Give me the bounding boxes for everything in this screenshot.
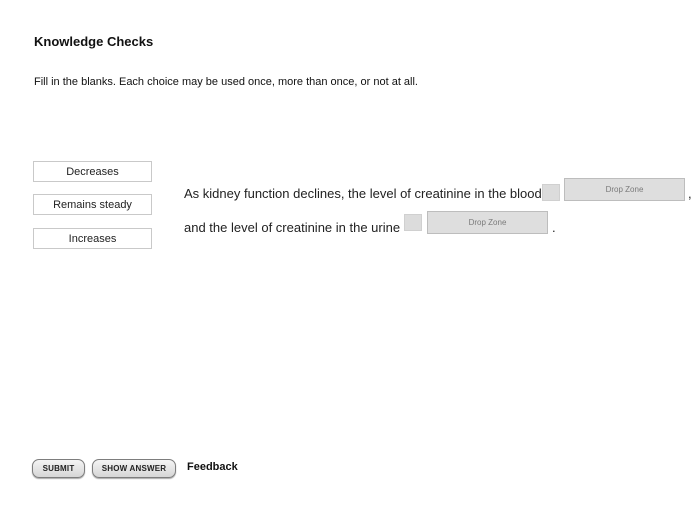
blank-indicator-2 bbox=[404, 214, 422, 231]
line-2-punctuation: . bbox=[552, 220, 556, 235]
page-title: Knowledge Checks bbox=[34, 34, 154, 49]
instructions-text: Fill in the blanks. Each choice may be used once, more than once, or not at all. bbox=[34, 76, 418, 88]
choice-increases[interactable]: Increases bbox=[33, 228, 152, 249]
line-1-punctuation: , bbox=[688, 186, 692, 201]
choice-remains-steady[interactable]: Remains steady bbox=[33, 194, 152, 215]
blank-indicator-1 bbox=[542, 184, 560, 201]
question-line-1: As kidney function declines, the level of creatinine in the blood bbox=[184, 186, 542, 201]
question-line-2: and the level of creatinine in the urine bbox=[184, 220, 401, 235]
choice-decreases[interactable]: Decreases bbox=[33, 161, 152, 182]
submit-button[interactable]: SUBMIT bbox=[32, 459, 85, 478]
drop-zone-2[interactable]: Drop Zone bbox=[427, 211, 548, 234]
show-answer-button[interactable]: SHOW ANSWER bbox=[92, 459, 176, 478]
drop-zone-1[interactable]: Drop Zone bbox=[564, 178, 685, 201]
feedback-label: Feedback bbox=[187, 461, 238, 473]
